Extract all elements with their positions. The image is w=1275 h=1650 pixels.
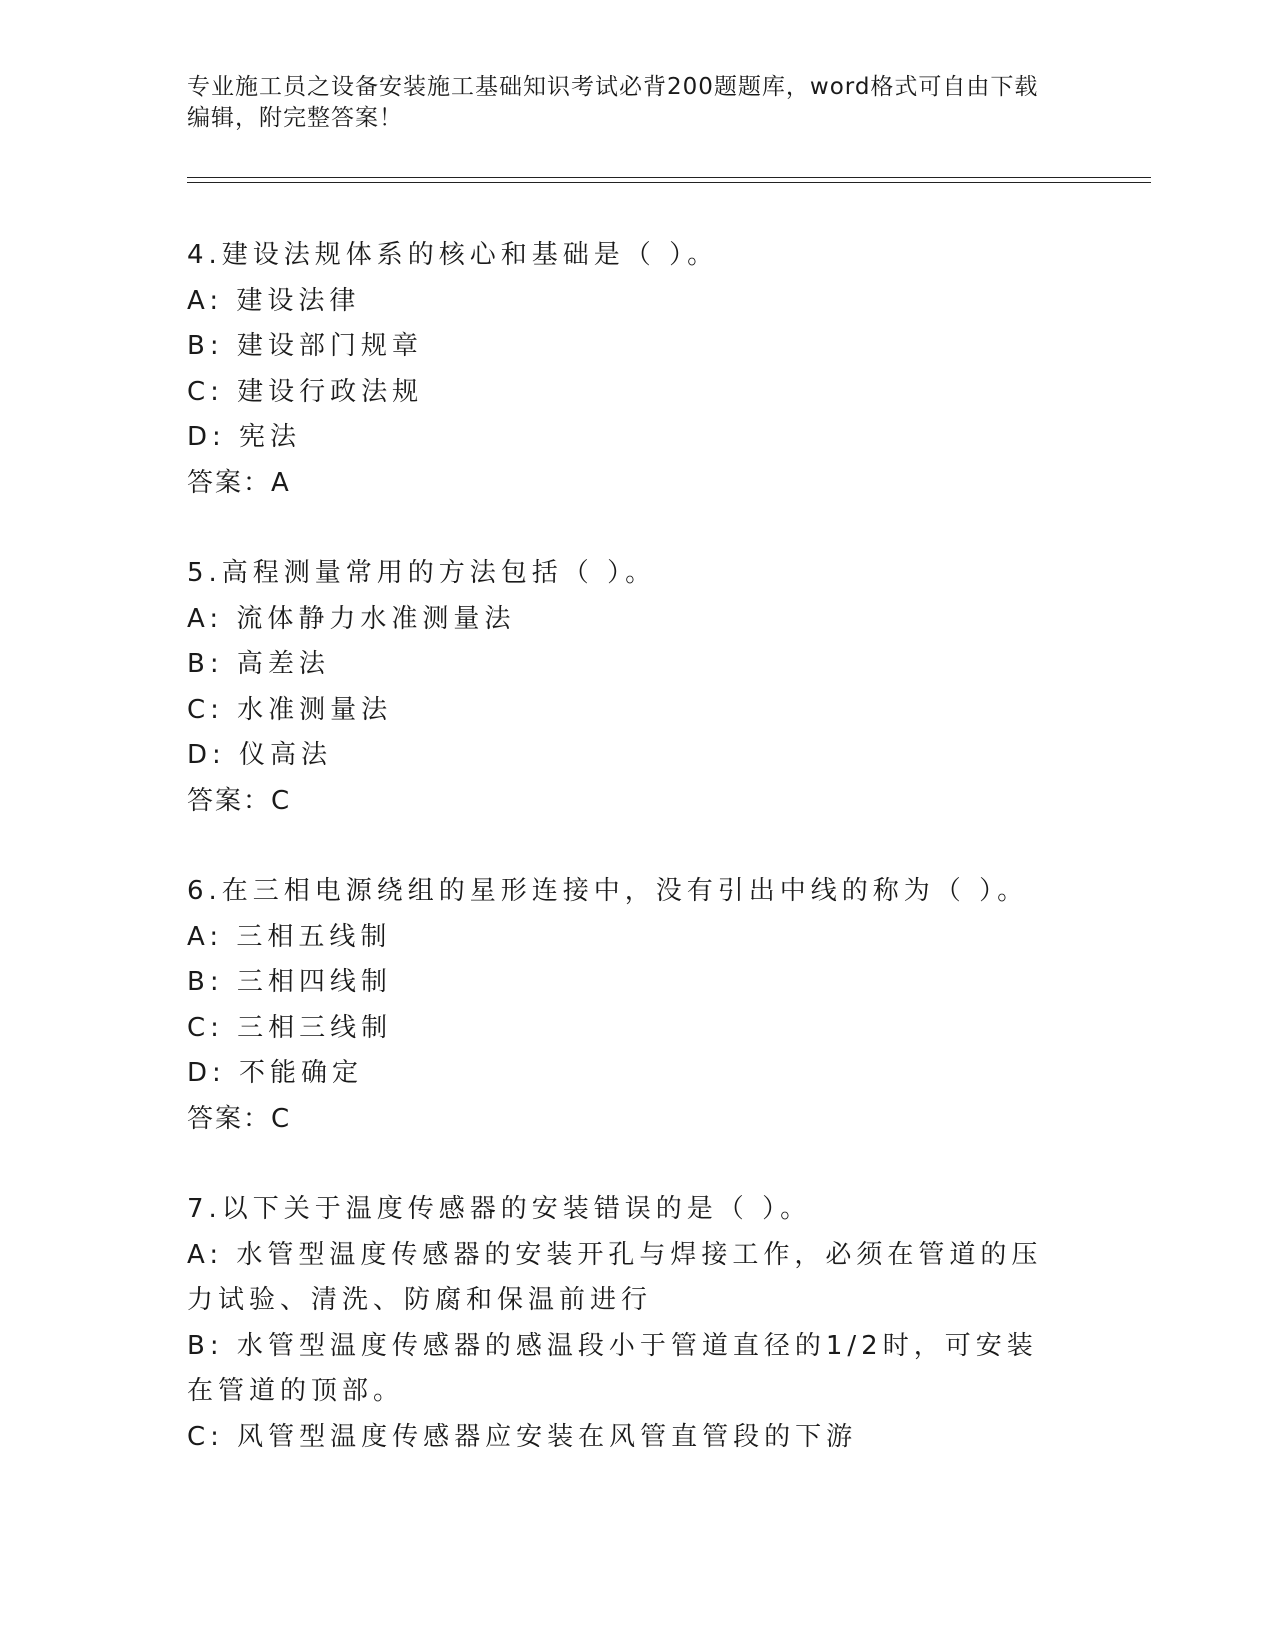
option-b: B: 高差法 <box>187 649 330 679</box>
question-block <box>187 551 1087 824</box>
option-d: D: 宪法 <box>187 422 302 452</box>
option-b: B: 三相四线制 <box>187 967 392 997</box>
question-stem: 5.高程测量常用的方法包括（ ）。 <box>187 558 657 588</box>
option-a: A: 建设法律 <box>187 285 361 316</box>
question-block <box>187 869 1087 1142</box>
answer: 答案：C <box>187 785 292 816</box>
question-block <box>187 1187 1087 1460</box>
header-line-1: 专业施工员之设备安装施工基础知识考试必背200题题库，word格式可自由下载 <box>187 74 1039 100</box>
option-d: D: 仪高法 <box>187 740 333 770</box>
header-divider-bottom <box>187 182 1151 183</box>
option-d: D: 不能确定 <box>187 1058 364 1088</box>
document-header <box>187 72 1087 134</box>
option-a: A: 流体静力水准测量法 <box>187 603 516 634</box>
question-block <box>187 233 1087 506</box>
answer: 答案：A <box>187 467 291 498</box>
question-stem: 7.以下关于温度传感器的安装错误的是（ ）。 <box>187 1194 812 1224</box>
header-line-2: 编辑，附完整答案！ <box>187 105 403 131</box>
option-b: B: 建设部门规章 <box>187 331 423 361</box>
header-divider-top <box>187 177 1151 178</box>
question-stem: 4.建设法规体系的核心和基础是（ ）。 <box>187 240 719 270</box>
option-c: C: 建设行政法规 <box>187 376 424 407</box>
option-a: A: 水管型温度传感器的安装开孔与焊接工作，必须在管道的压力试验、清洗、防腐和保温前进行 <box>187 1239 1043 1315</box>
option-c: C: 水准测量法 <box>187 694 393 725</box>
option-c: C: 三相三线制 <box>187 1012 393 1043</box>
option-c: C: 风管型温度传感器应安装在风管直管段的下游 <box>187 1421 858 1452</box>
option-a: A: 三相五线制 <box>187 921 392 952</box>
option-b: B: 水管型温度传感器的感温段小于管道直径的1/2时，可安装在管道的顶部。 <box>187 1330 1038 1406</box>
question-stem: 6.在三相电源绕组的星形连接中，没有引出中线的称为（ ）。 <box>187 876 1029 906</box>
answer: 答案：C <box>187 1103 292 1134</box>
